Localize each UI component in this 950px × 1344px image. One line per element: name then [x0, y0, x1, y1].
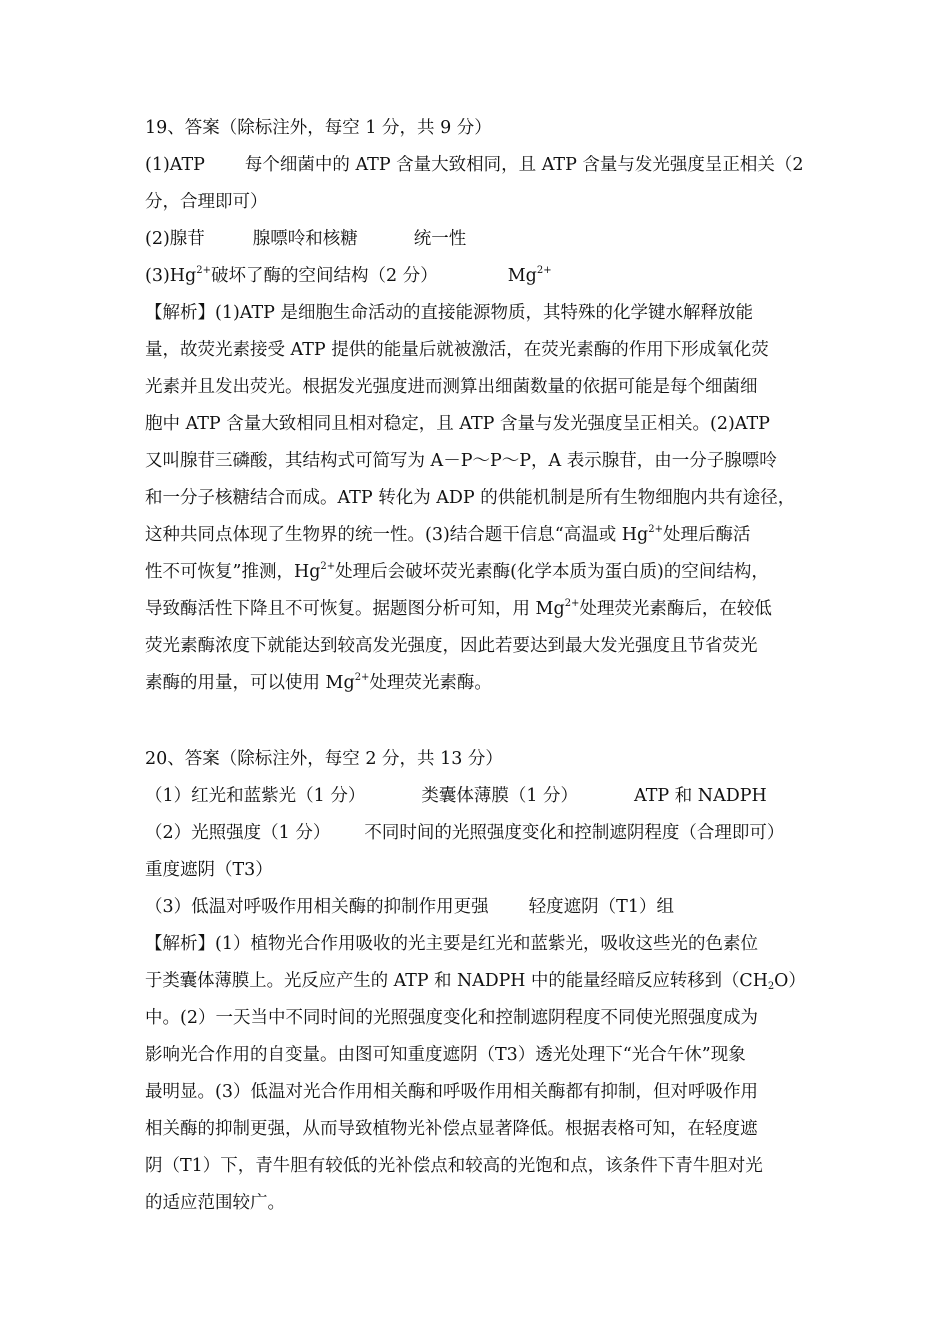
q19-explanation-line-10: 荧光素酶浓度下就能达到较高发光强度，因此若要达到最大发光强度且节省荧光: [145, 636, 758, 656]
q19-answer-2: [145, 228, 466, 250]
q20-explanation-line-4: 影响光合作用的自变量。由图可知重度遮阴（T3）透光处理下“光合午休”现象: [145, 1045, 746, 1065]
q20-a2-num: （2）光照强度（1 分）: [145, 823, 331, 843]
q19-explanation-line-7: 这种共同点体现了生物界的统一性。(3)结合题干信息“高温或 $Hg^{2+}$处理后酶活: [145, 524, 751, 545]
q20-explanation-line-8: 的适应范围较广。: [145, 1193, 285, 1213]
q19-answer-1-cont: 分，合理即可）: [145, 192, 268, 212]
q20-answer-2-cont: 重度遮阴（T3）: [145, 860, 273, 880]
q20-explanation-line-1: 【解析】(1）植物光合作用吸收的光主要是红光和蓝紫光，吸收这些光的色素位: [145, 934, 758, 954]
q19-a2-c: 统一性: [413, 229, 467, 249]
q19-explanation-line-2: 量，故荧光素接受 ATP 提供的能量后就被激活，在荧光素酶的作用下形成氧化荧: [145, 340, 769, 360]
q19-explanation-line-4: 胞中 ATP 含量大致相同且相对稳定，且 ATP 含量与发光强度呈正相关。(2)ATP: [145, 414, 770, 434]
q19-heading: 19、答案（除标注外，每空 1 分，共 9 分）: [145, 118, 492, 138]
q20-explanation-line-6: 相关酶的抑制更强，从而导致植物光补偿点显著降低。根据表格可知，在轻度遮: [145, 1119, 758, 1139]
q20-explanation-line-5: 最明显。(3）低温对光合作用相关酶和呼吸作用相关酶都有抑制，但对呼吸作用: [145, 1082, 758, 1102]
q19-explanation-line-9: 导致酶活性下降且不可恢复。据题图分析可知，用 $Mg^{2+}$处理荧光素酶后，在较低: [145, 598, 772, 619]
q19-explanation-line-3: 光素并且发出荧光。根据发光强度进而测算出细菌数量的依据可能是每个细菌细: [145, 377, 758, 397]
explanation-label: 【解析】: [145, 303, 215, 323]
q20-answer-2: [145, 822, 784, 844]
q20-explanation-line-2: 于类囊体薄膜上。光反应产生的 ATP 和 NADPH 中的能量经暗反应转移到$(CH_2O)$: [145, 971, 806, 992]
q20-heading: 20、答案（除标注外，每空 2 分，共 13 分）: [145, 749, 503, 769]
q19-answer-1: [145, 154, 804, 176]
q19-answer-3: $(3)Hg^{2+}$破坏了酶的空间结构（2 分） $Mg^{2+}$: [145, 265, 552, 286]
q20-answer-3: [145, 896, 674, 918]
q20-a1-num: （1）红光和蓝紫光（1 分）: [145, 786, 366, 806]
q19-a3-b: Mg: [507, 266, 537, 286]
q20-explanation-line-3: 中。(2）一天当中不同时间的光照强度变化和控制遮阴程度不同使光照强度成为: [145, 1008, 758, 1028]
q19-explanation-line-5: 又叫腺苷三磷酸，其结构式可简写为 A－P～P～P，A 表示腺苷，由一分子腺嘌呤: [145, 451, 777, 471]
q20-explanation-line-7: 阴（T1）下，青牛胆有较低的光补偿点和较高的光饱和点，该条件下青牛胆对光: [145, 1156, 763, 1176]
q19-a1-num: (1)ATP: [145, 155, 205, 175]
q20-a2-b: 不同时间的光照强度变化和控制遮阴程度（合理即可）: [364, 823, 785, 843]
q19-explanation-line-11: 素酶的用量，可以使用 $Mg^{2+}$处理荧光素酶。: [145, 672, 492, 693]
q20-answer-1: [145, 785, 767, 807]
q20-a1-b: 类囊体薄膜（1 分）: [421, 786, 579, 806]
explanation-label: 【解析】: [145, 934, 215, 954]
q19-a1-text: 每个细菌中的 ATP 含量大致相同，且 ATP 含量与发光强度呈正相关（2: [244, 155, 804, 175]
q19-explanation-line-1: 【解析】(1)ATP 是细胞生命活动的直接能源物质，其特殊的化学键水解释放能: [145, 303, 753, 323]
q19-explanation-line-6: 和一分子核糖结合而成。ATP 转化为 ADP 的供能机制是所有生物细胞内共有途径，: [145, 488, 796, 508]
q20-a3-num: （3）低温对呼吸作用相关酶的抑制作用更强: [145, 897, 489, 917]
q19-a2-num: (2)腺苷: [145, 229, 205, 249]
q19-a2-b: 腺嘌呤和核糖: [252, 229, 358, 249]
q20-a3-b: 轻度遮阴（T1）组: [528, 897, 674, 917]
q19-explanation-line-8: 性不可恢复”推测，$Hg^{2+}$处理后会破坏荧光素酶(化学本质为蛋白质)的空间结构，: [145, 561, 769, 582]
q20-a1-c: ATP 和 NADPH: [634, 786, 767, 806]
